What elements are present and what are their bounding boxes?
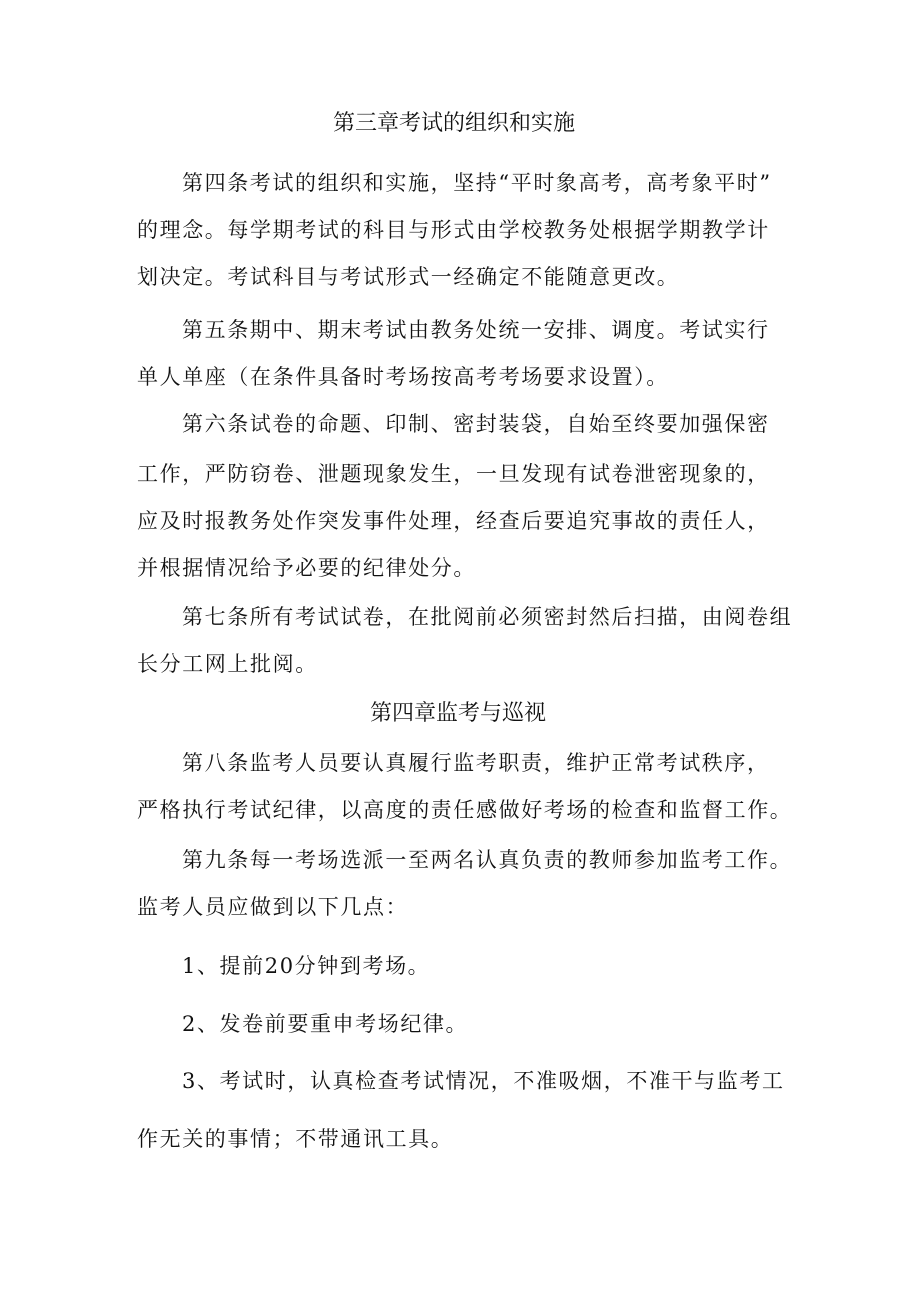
article-4-line: 的理念。每学期考试的科目与形式由学校教务处根据学期教学计 xyxy=(137,218,770,242)
article-6-line: 并根据情况给予必要的纪律处分。 xyxy=(137,556,476,580)
article-5-line: 第五条期中、期末考试由教务处统一安排、调度。考试实行 xyxy=(182,318,770,342)
article-5-line: 单人单座（在条件具备时考场按高考考场要求设置）。 xyxy=(137,365,669,389)
article-6-line: 第六条试卷的命题、印制、密封装袋，自始至终要加强保密 xyxy=(182,412,770,436)
chapter-4-title: 第四章监考与巡视 xyxy=(370,701,547,726)
article-8-line: 严格执行考试纪律，以高度的责任感做好考场的检查和监督工作。 xyxy=(137,798,793,822)
article-6-line: 应及时报教务处作突发事件处理，经查后要追究事故的责任人， xyxy=(137,509,770,533)
article-4-line: 第四条考试的组织和实施，坚持“平时象高考，高考象平时” xyxy=(182,171,772,195)
chapter-3-title: 第三章考试的组织和实施 xyxy=(333,111,576,136)
point-3-line: 3、考试时，认真检查考试情况，不准吸烟，不准干与监考工 xyxy=(182,1069,785,1093)
point-3-line: 作无关的事情；不带通讯工具。 xyxy=(137,1127,454,1151)
article-8-line: 第八条监考人员要认真履行监考职责，维护正常考试秩序， xyxy=(182,751,770,775)
article-7-line: 第七条所有考试试卷，在批阅前必须密封然后扫描，由阅卷组 xyxy=(182,605,793,629)
article-9-line: 监考人员应做到以下几点： xyxy=(137,895,409,919)
article-4-line: 划决定。考试科目与考试形式一经确定不能随意更改。 xyxy=(137,265,680,289)
article-6-line: 工作，严防窃卷、泄题现象发生，一旦发现有试卷泄密现象的， xyxy=(137,462,770,486)
point-2-line: 2、发卷前要重申考场纪律。 xyxy=(182,1012,469,1036)
point-1-line: 1、提前20分钟到考场。 xyxy=(182,954,431,978)
article-9-line: 第九条每一考场选派一至两名认真负责的教师参加监考工作。 xyxy=(182,848,793,872)
article-7-line: 长分工网上批阅。 xyxy=(137,652,318,676)
